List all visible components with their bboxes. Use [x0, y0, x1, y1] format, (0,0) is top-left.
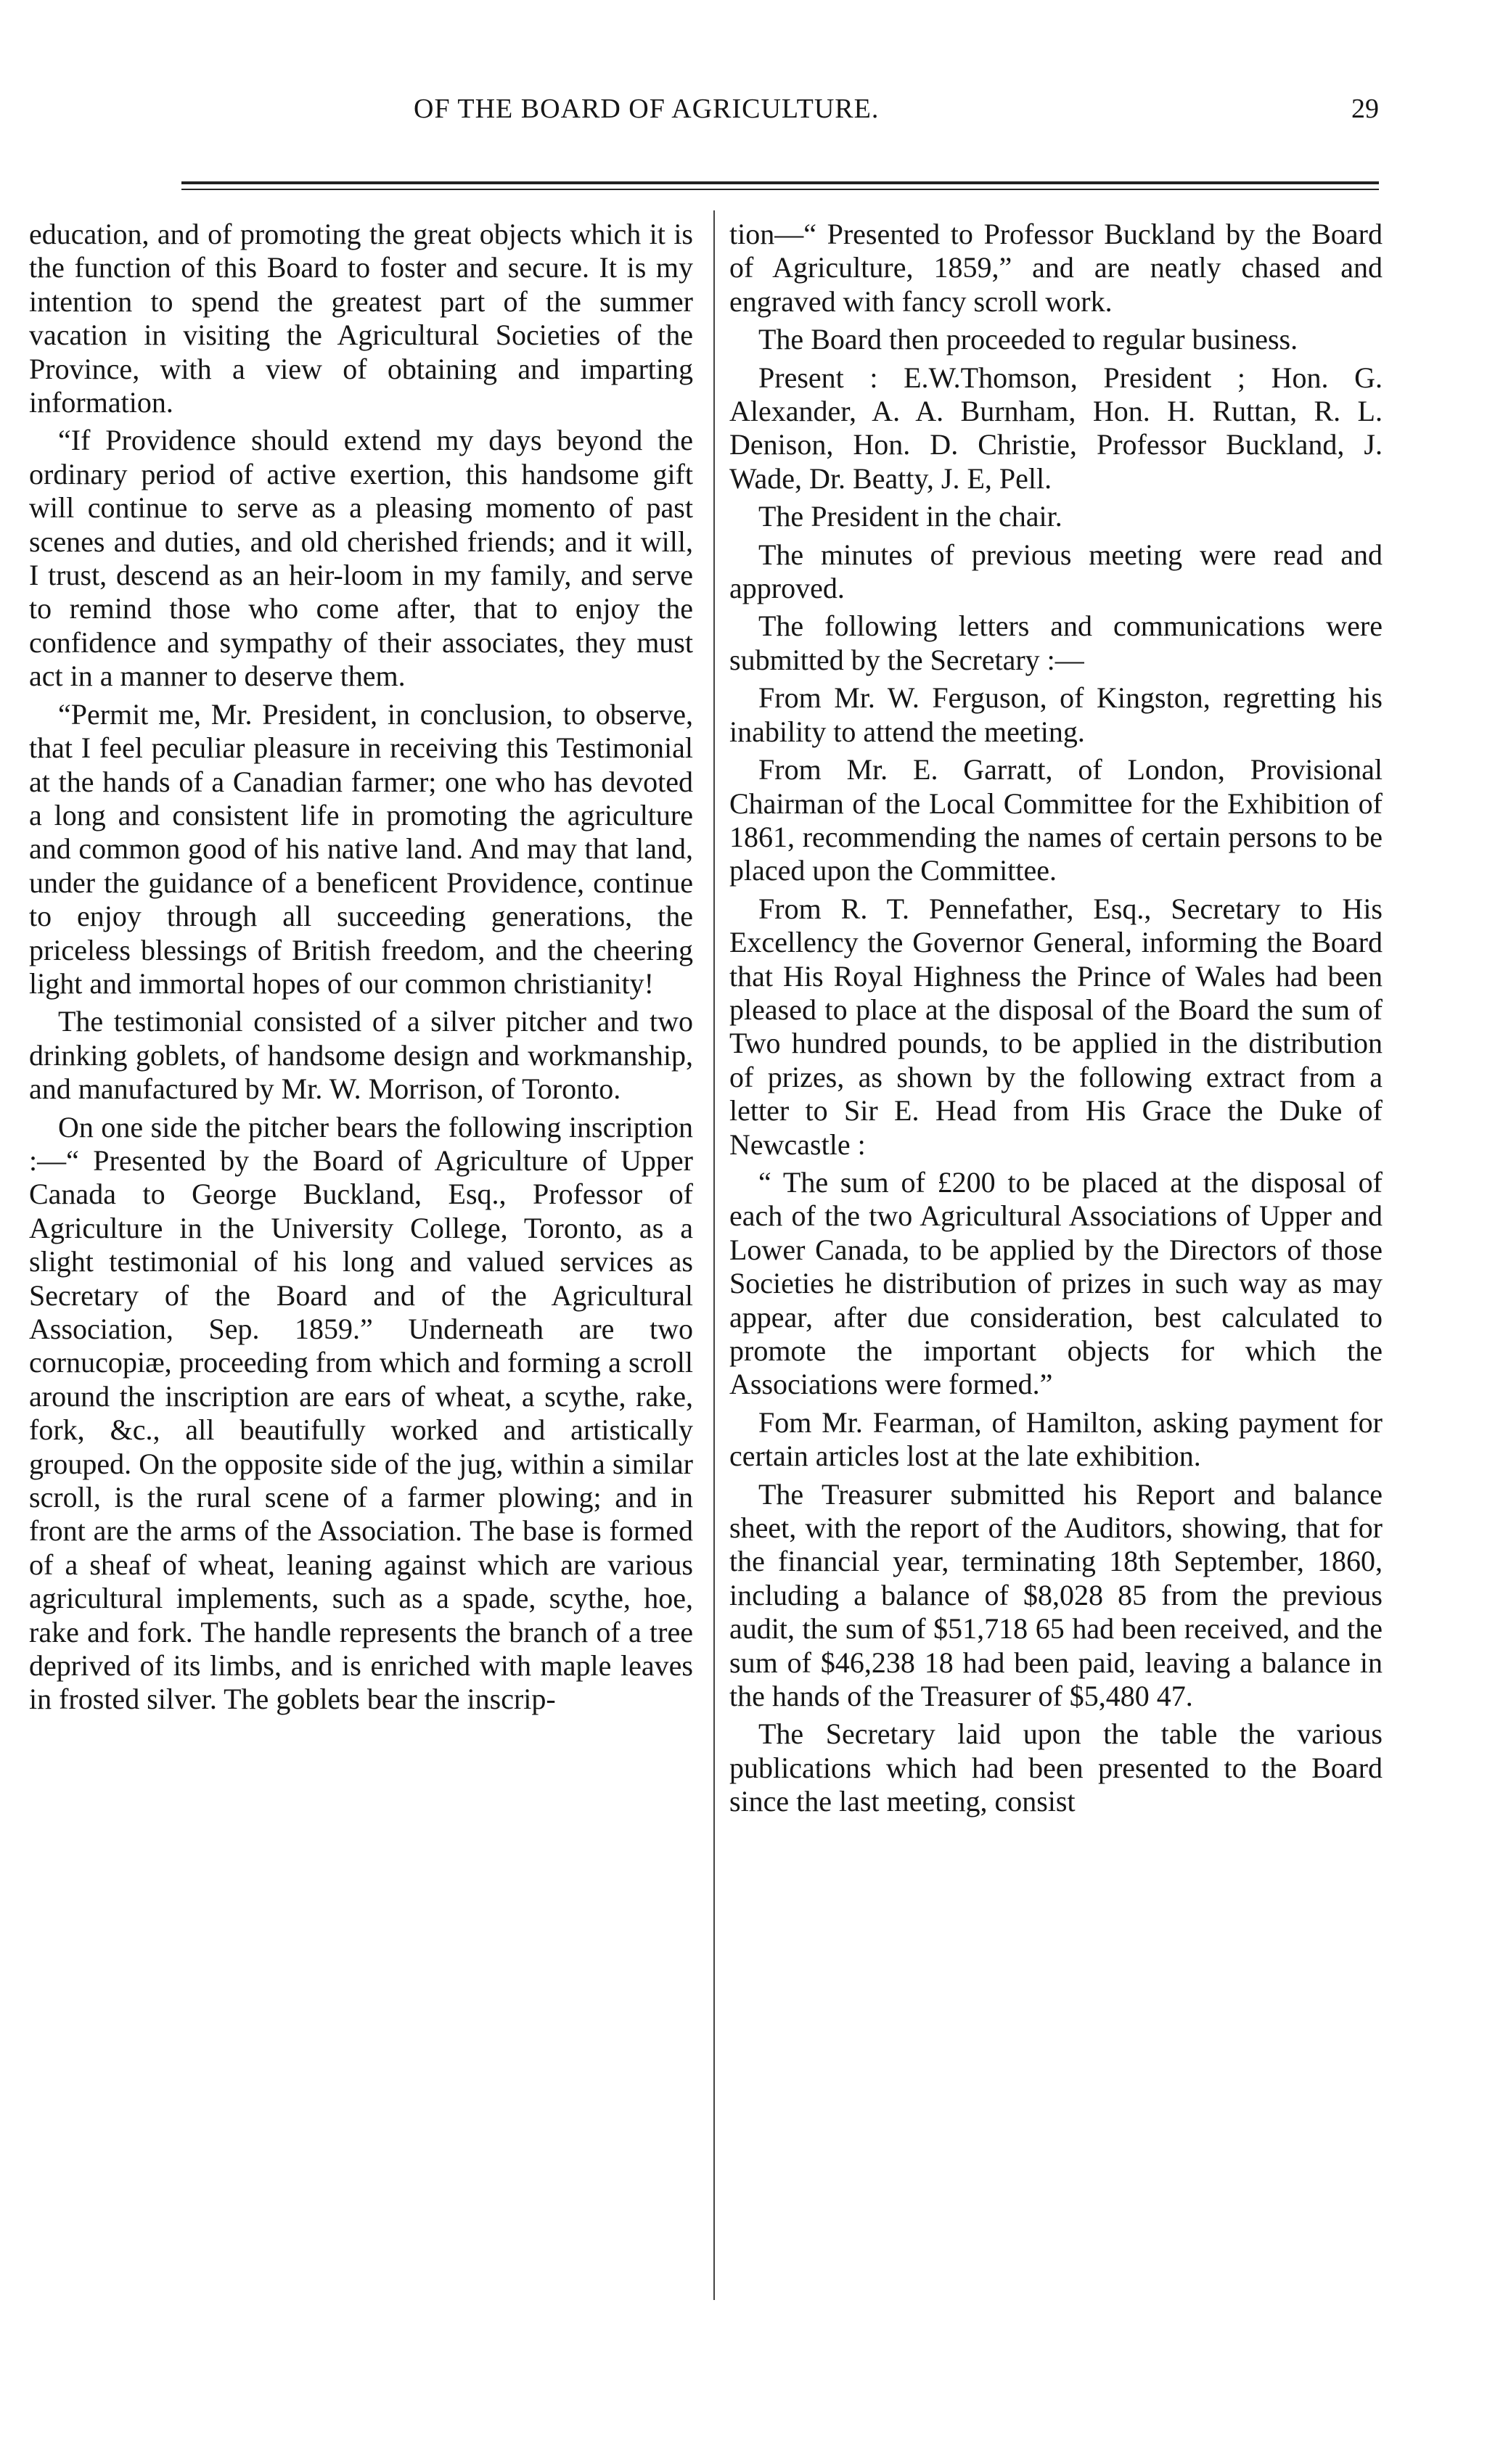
right-paragraph-1: tion—“ Presented to Professor Buckland by the Board of Agriculture, 1859,” and are neatly chased and engraved with fancy scroll work. [729, 218, 1383, 318]
right-paragraph-4: The President in the chair. [758, 500, 1062, 533]
left-paragraph-3: “Permit me, Mr. President, in conclusion, to observe, that I feel peculiar pleasure in receiving this Testimonial at the hands of a Canadian farmer; one who has devoted a long and consistent life in promoting the agriculture and common good of his native land. And may that land, under the guidance of a beneficent Providence, continue to enjoy through all succeeding generations, the priceless blessings of British freedom, and the cheering light and immortal hopes of our common christianity! [29, 697, 693, 1000]
right-paragraph-13: The Secretary laid upon the table the various publications which had been presented to the Board since the last meeting, consist [729, 1717, 1383, 1818]
left-column [29, 218, 693, 1721]
running-header [181, 93, 1379, 144]
right-paragraph-6: The following letters and communications were submitted by the Secretary :— [729, 609, 1383, 676]
right-paragraph-9: From R. T. Pennefather, Esq., Secretary to His Excellency the Governor General, informing the Board that His Royal Highness the Prince of Wales had been pleased to place at the disposal of the Board the sum of Two hundred pounds, to be applied in the distribution of prizes, as shown by the following extract from a letter to Sir E. Head from His Grace the Duke of Newcastle : [729, 892, 1383, 1161]
left-paragraph-5: On one side the pitcher bears the following inscription :—“ Presented by the Board of Agriculture of Upper Canada to George Buckland, Esq., Professor of Agriculture in the University College, Toronto, as a slight testimonial of his long and valued services as Secretary of the Board and of the Agricultural Association, Sep. 1859.” Underneath are two cornucopiæ, proceeding from which and forming a scroll around the inscription are ears of wheat, a scythe, rake, fork, &c., all beautifully worked and artistically grouped. On the opposite side of the jug, within a similar scroll, is the rural scene of a farmer plowing; and in front are the arms of the Association. The base is formed of a sheaf of wheat, leaning against which are various agricultural implements, such as a spade, scythe, hoe, rake and fork. The handle represents the branch of a tree deprived of its limbs, and is enriched with maple leaves in frosted silver. The goblets bear the inscrip- [29, 1110, 693, 1716]
right-paragraph-5: The minutes of previous meeting were read and approved. [729, 538, 1383, 605]
right-paragraph-2: The Board then proceeded to regular business. [758, 323, 1298, 356]
right-column [729, 218, 1383, 1823]
right-paragraph-3: Present : E.W.Thomson, President ; Hon. G. Alexander, A. A. Burnham, Hon. H. Ruttan, R. L. Denison, Hon. D. Christie, Professor Buckland, J. Wade, Dr. Beatty, J. E, Pell. [729, 361, 1383, 495]
header-title: OF THE BOARD OF AGRICULTURE. [414, 94, 880, 124]
right-paragraph-8: From Mr. E. Garratt, of London, Provisional Chairman of the Local Committee for the Exhibition of 1861, recommending the names of certain persons to be placed upon the Committee. [729, 753, 1383, 887]
right-paragraph-11: Fom Mr. Fearman, of Hamilton, asking payment for certain articles lost at the late exhibition. [729, 1405, 1383, 1473]
right-paragraph-12: The Treasurer submitted his Report and balance sheet, with the report of the Auditors, showing, that for the financial year, terminating 18th September, 1860, including a balance of $8,028 85 from the previous audit, the sum of $51,718 65 had been received, and the sum of $46,238 18 had been paid, leaving a balance in the hands of the Treasurer of $5,480 47. [729, 1477, 1383, 1713]
left-paragraph-2: “If Providence should extend my days beyond the ordinary period of active exertion, this handsome gift will continue to serve as a pleasing momento of past scenes and duties, and old cherished friends; and it will, I trust, descend as an heir-loom in my family, and serve to remind those who come after, that to enjoy the confidence and sympathy of their associates, they must act in a manner to deserve them. [29, 424, 693, 693]
header-rule-thick [181, 181, 1379, 184]
header-rule-thin [181, 189, 1379, 190]
page-number: 29 [1351, 94, 1379, 124]
column-divider [713, 210, 715, 2300]
right-paragraph-7: From Mr. W. Ferguson, of Kingston, regretting his inability to attend the meeting. [729, 681, 1383, 748]
left-paragraph-4: The testimonial consisted of a silver pitcher and two drinking goblets, of handsome design and workmanship, and manufactured by Mr. W. Morrison, of Toronto. [29, 1005, 693, 1106]
left-paragraph-1: education, and of promoting the great objects which it is the function of this Board to foster and secure. It is my intention to spend the greatest part of the summer vacation in visiting the Agricultural Societies of the Province, with a view of obtaining and imparting information. [29, 218, 693, 419]
right-paragraph-10: “ The sum of £200 to be placed at the disposal of each of the two Agricultural Associations of Upper and Lower Canada, to be applied by the Directors of those Societies he distribution of prizes in such way as may appear, after due consideration, best calculated to promote the important objects for which the Associations were formed.” [729, 1165, 1383, 1401]
